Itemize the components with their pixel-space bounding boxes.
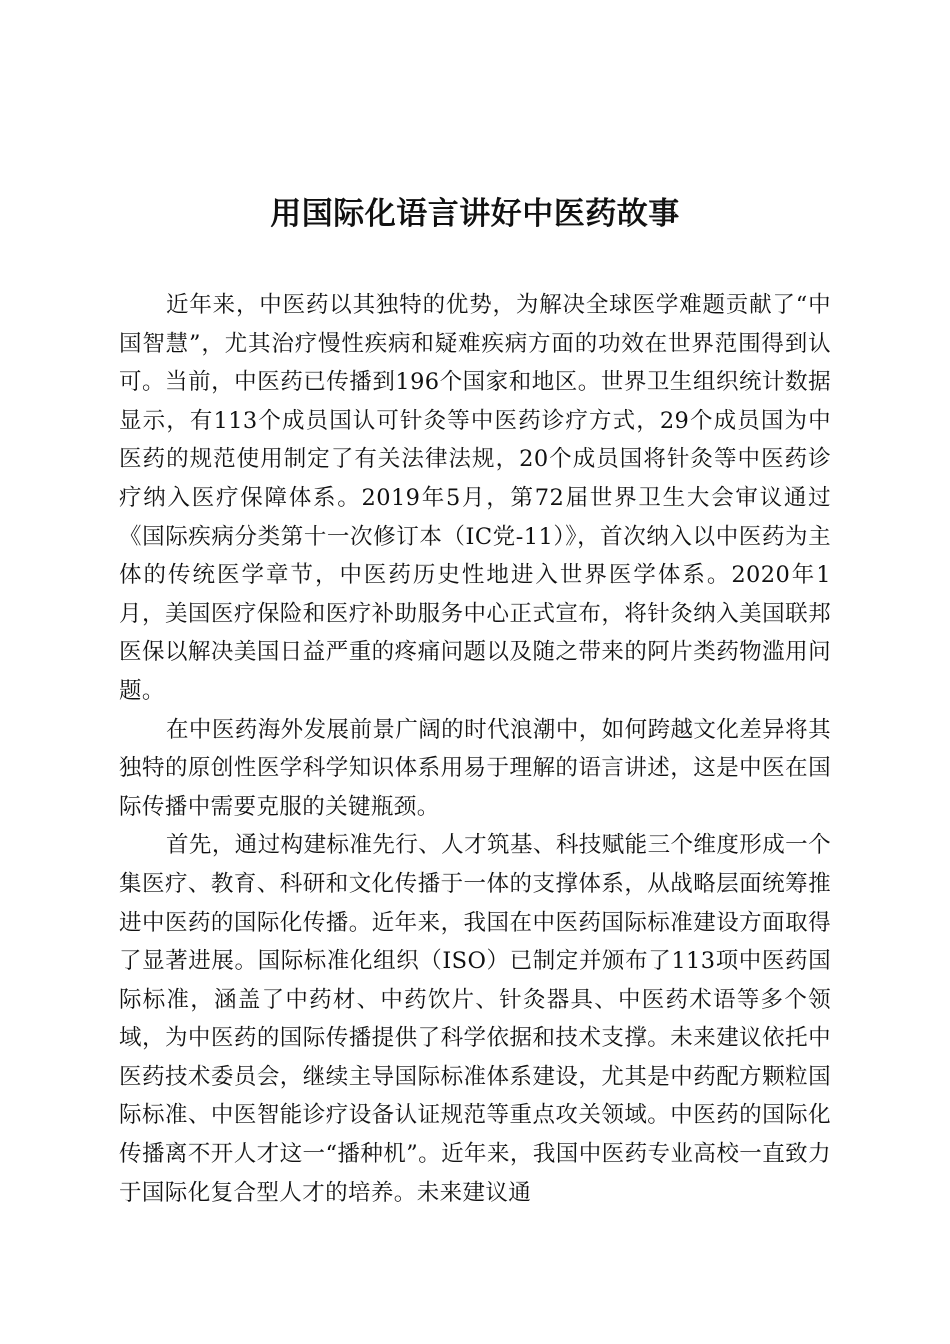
paragraph-2: 在中医药海外发展前景广阔的时代浪潮中，如何跨越文化差异将其独特的原创性医学科学知识体系用易于理解的语言讲述，这是中医在国际传播中需要克服的关键瓶颈。: [119, 716, 831, 820]
document-body: [119, 286, 831, 1212]
paragraph-3: 首先，通过构建标准先行、人才筑基、科技赋能三个维度形成一个集医疗、教育、科研和文化传播于一体的支撑体系，从战略层面统筹推进中医药的国际化传播。近年来，我国在中医药国际标准建设方面取得了显著进展。国际标准化组织（ISO）已制定并颁布了113项中医药国际标准，涵盖了中药材、中药饮片、针灸器具、中医药术语等多个领域，为中医药的国际传播提供了科学依据和技术支撑。未来建议依托中医药技术委员会，继续主导国际标准体系建设，尤其是中药配方颗粒国际标准、中医智能诊疗设备认证规范等重点攻关领域。中医药的国际化传播离不开人才这一“播种机”。近年来，我国中医药专业高校一直致力于国际化复合型人才的培养。未来建议通: [119, 832, 831, 1206]
document-title: 用国际化语言讲好中医药故事: [270, 196, 680, 232]
paragraph-1: 近年来，中医药以其独特的优势，为解决全球医学难题贡献了“中国智慧”，尤其治疗慢性疾病和疑难疾病方面的功效在世界范围得到认可。当前，中医药已传播到196个国家和地区。世界卫生组织统计数据显示，有113个成员国认可针灸等中医药诊疗方式，29个成员国为中医药的规范使用制定了有关法律法规，20个成员国将针灸等中医药诊疗纳入医疗保障体系。2019年5月，第72届世界卫生大会审议通过《国际疾病分类第十一次修订本（IC党-11）》，首次纳入以中医药为主体的传统医学章节，中医药历史性地进入世界医学体系。2020年1月，美国医疗保险和医疗补助服务中心正式宣布，将针灸纳入美国联邦医保以解决美国日益严重的疼痛问题以及随之带来的阿片类药物滥用问题。: [119, 292, 832, 704]
